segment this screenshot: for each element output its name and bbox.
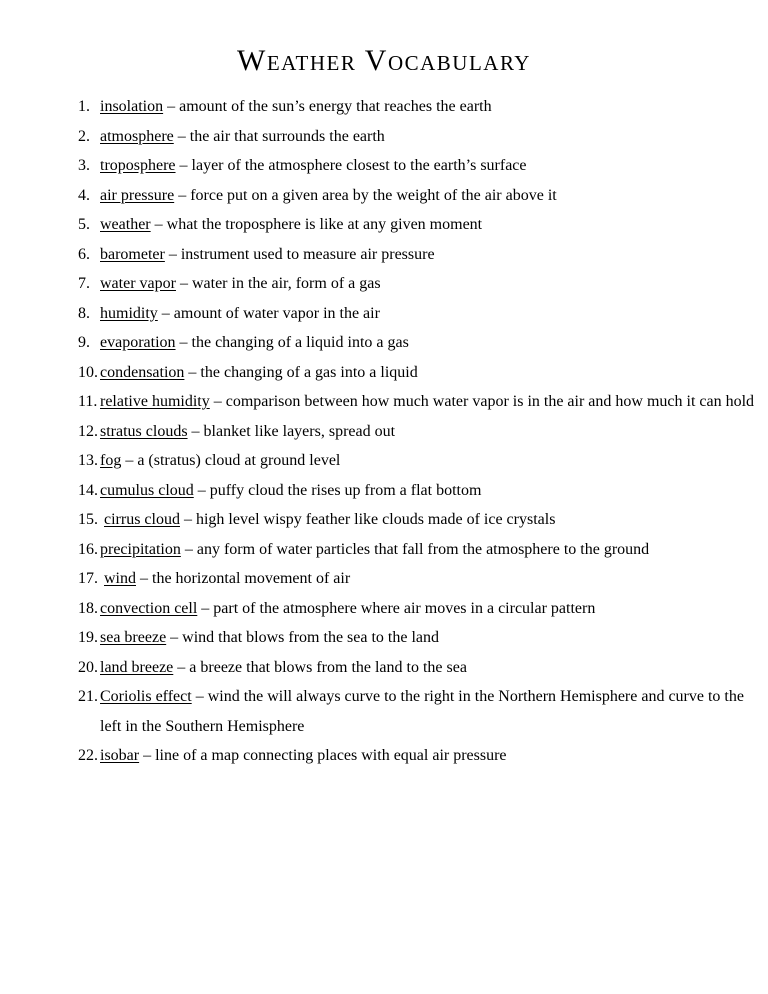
item-text	[104, 564, 768, 594]
vocabulary-term: Coriolis effect	[100, 688, 192, 705]
item-number: 8.	[78, 304, 90, 322]
item-number: 11.	[78, 393, 98, 410]
item-text	[100, 328, 768, 358]
vocabulary-item	[78, 535, 768, 565]
definition: – the horizontal movement of air	[136, 570, 351, 587]
vocabulary-item	[78, 417, 768, 447]
item-text	[100, 417, 768, 447]
definition: – part of the atmosphere where air moves in a circular pattern	[197, 599, 596, 617]
vocabulary-item	[78, 653, 768, 683]
definition: – puffy cloud the rises up from a flat bottom	[193, 481, 482, 499]
item-text	[100, 594, 768, 624]
vocabulary-item	[78, 623, 768, 653]
definition: – amount of water vapor in the air	[157, 304, 380, 322]
item-text	[100, 210, 768, 240]
item-text	[100, 269, 768, 299]
vocabulary-term: condensation	[100, 363, 185, 381]
vocabulary-term: weather	[100, 216, 151, 233]
vocabulary-item	[78, 151, 768, 181]
item-number: 7.	[78, 275, 90, 292]
vocabulary-term: cumulus cloud	[100, 481, 194, 499]
item-text	[100, 476, 768, 506]
item-number: 18.	[78, 599, 98, 617]
item-number: 6.	[78, 245, 90, 263]
definition: – force put on a given area by the weight of the air above it	[174, 186, 557, 204]
item-text	[100, 151, 768, 181]
item-text	[100, 181, 768, 211]
vocabulary-term: barometer	[100, 245, 165, 263]
item-number: 15.	[78, 511, 98, 528]
vocabulary-term: wind	[104, 570, 136, 587]
vocabulary-term: evaporation	[100, 334, 176, 351]
item-number: 5.	[78, 216, 90, 233]
item-text	[100, 653, 768, 683]
definition: – what the troposphere is like at any given moment	[150, 216, 483, 233]
item-number: 21.	[78, 688, 98, 705]
vocabulary-term: relative humidity	[100, 393, 210, 410]
vocabulary-term: precipitation	[100, 540, 181, 558]
definition: – a (stratus) cloud at ground level	[121, 452, 341, 469]
item-number: 14.	[78, 481, 98, 499]
item-number: 9.	[78, 334, 90, 351]
item-number: 10.	[78, 363, 98, 381]
item-number: 13.	[78, 452, 98, 469]
item-number: 22.	[78, 747, 98, 764]
definition: – comparison between how much water vapor is in the air and how much it can hold	[209, 393, 755, 410]
definition: – instrument used to measure air pressure	[164, 245, 435, 263]
vocabulary-item	[78, 476, 768, 506]
definition: – wind the will always curve to the right in the Northern Hemisphere and curve to the left in the Southern Hemisphere	[100, 688, 744, 735]
vocabulary-term: convection cell	[100, 599, 198, 617]
item-text	[100, 122, 768, 152]
item-text	[100, 623, 768, 653]
vocabulary-item	[78, 328, 768, 358]
item-number: 17.	[78, 570, 98, 587]
vocabulary-item	[78, 299, 768, 329]
definition: – water in the air, form of a gas	[175, 275, 381, 292]
definition: – layer of the atmosphere closest to the earth’s surface	[175, 157, 527, 174]
vocabulary-term: cirrus cloud	[104, 511, 180, 528]
item-number: 12.	[78, 422, 98, 440]
vocabulary-term: sea breeze	[100, 629, 167, 646]
vocabulary-item	[78, 564, 768, 594]
item-text	[100, 741, 768, 771]
vocabulary-term: water vapor	[100, 275, 176, 292]
definition: – any form of water particles that fall from the atmosphere to the ground	[180, 540, 650, 558]
vocabulary-term: atmosphere	[100, 127, 174, 145]
vocabulary-item	[78, 682, 768, 741]
vocabulary-item	[78, 269, 768, 299]
vocabulary-list	[78, 92, 768, 771]
item-text	[100, 535, 768, 565]
item-text	[100, 446, 768, 476]
item-text	[104, 505, 768, 535]
vocabulary-term: stratus clouds	[100, 422, 188, 440]
item-text	[100, 240, 768, 270]
vocabulary-item	[78, 505, 768, 535]
vocabulary-item	[78, 181, 768, 211]
item-number: 4.	[78, 186, 90, 204]
vocabulary-term: humidity	[100, 304, 158, 322]
definition: – high level wispy feather like clouds made of ice crystals	[179, 511, 556, 528]
page-title: Weather Vocabulary	[237, 44, 531, 77]
vocabulary-term: land breeze	[100, 658, 174, 676]
definition: – the changing of a gas into a liquid	[184, 363, 418, 381]
item-text	[100, 92, 768, 122]
vocabulary-term: isobar	[100, 747, 140, 764]
vocabulary-item	[78, 594, 768, 624]
definition: – blanket like layers, spread out	[187, 422, 396, 440]
vocabulary-item	[78, 358, 768, 388]
definition: – line of a map connecting places with equal air pressure	[139, 747, 507, 764]
vocabulary-item	[78, 122, 768, 152]
definition: – the air that surrounds the earth	[173, 127, 385, 145]
item-text	[100, 387, 768, 417]
vocabulary-term: troposphere	[100, 157, 176, 174]
vocabulary-item	[78, 446, 768, 476]
item-number: 2.	[78, 127, 90, 145]
item-text	[100, 299, 768, 329]
definition: – amount of the sun’s energy that reaches the earth	[163, 98, 492, 115]
vocabulary-item	[78, 92, 768, 122]
vocabulary-item	[78, 240, 768, 270]
vocabulary-term: insolation	[100, 98, 164, 115]
vocabulary-item	[78, 387, 768, 417]
item-number: 1.	[78, 98, 90, 115]
item-number: 16.	[78, 540, 98, 558]
vocabulary-term: fog	[100, 452, 122, 469]
definition: – the changing of a liquid into a gas	[175, 334, 409, 351]
item-number: 20.	[78, 658, 98, 676]
definition: – wind that blows from the sea to the land	[166, 629, 440, 646]
item-text	[100, 682, 768, 741]
vocabulary-item	[78, 210, 768, 240]
vocabulary-term: air pressure	[100, 186, 175, 204]
item-number: 3.	[78, 157, 90, 174]
item-text	[100, 358, 768, 388]
item-number: 19.	[78, 629, 98, 646]
vocabulary-item	[78, 741, 768, 771]
definition: – a breeze that blows from the land to the sea	[173, 658, 467, 676]
